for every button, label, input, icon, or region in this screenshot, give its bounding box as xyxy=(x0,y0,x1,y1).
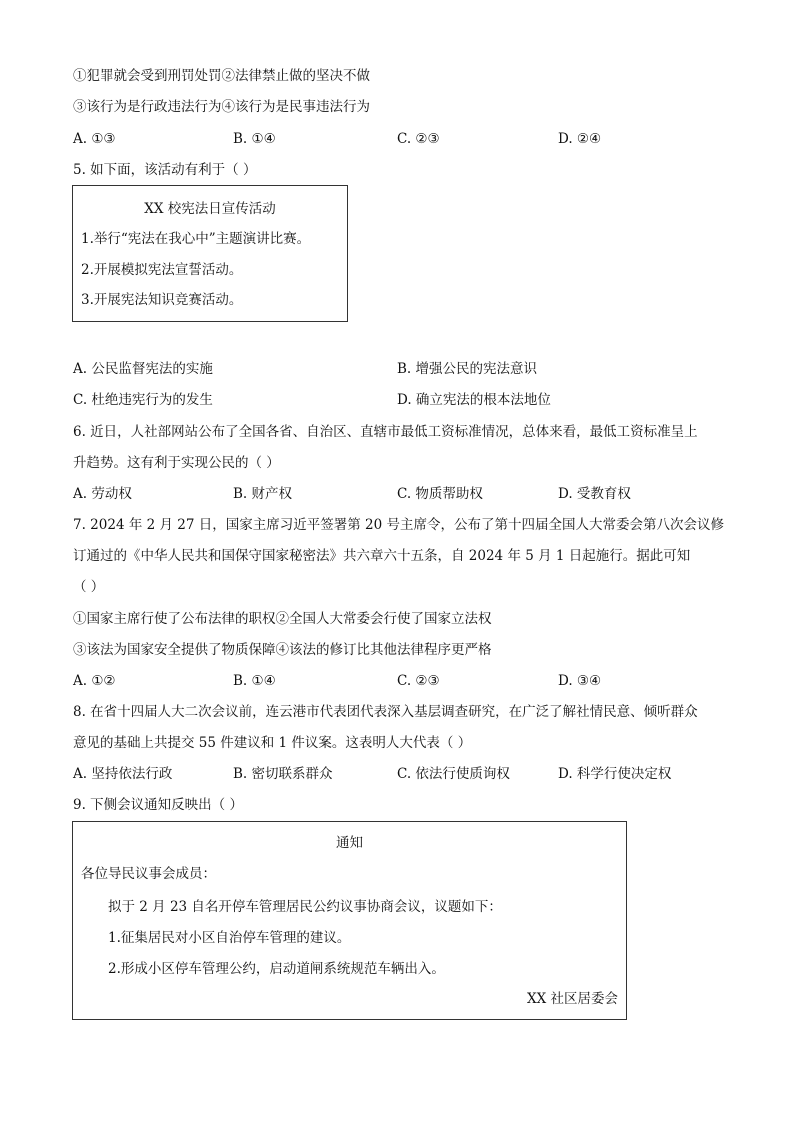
q9-notice-item-1: 1.征集居民对小区自治停车管理的建议。 xyxy=(108,930,351,946)
q5-option-c[interactable]: C. 杜绝违宪行为的发生 xyxy=(73,392,213,408)
q5-box-item-2: 2.开展模拟宪法宣誓活动。 xyxy=(81,262,243,278)
q7-statement-3-4: ③该法为国家安全提供了物质保障④该法的修订比其他法律程序更严格 xyxy=(73,642,492,658)
q7-option-a[interactable]: A. ①② xyxy=(73,673,116,689)
q7-statement-1-2: ①国家主席行使了公布法律的职权②全国人大常委会行使了国家立法权 xyxy=(73,611,492,627)
q6-option-c[interactable]: C. 物质帮助权 xyxy=(397,486,483,502)
q4-option-a[interactable]: A. ①③ xyxy=(73,131,116,147)
q7-option-c[interactable]: C. ②③ xyxy=(397,673,440,689)
q8-question-line-1: 8. 在省十四届人大二次会议前，连云港市代表团代表深入基层调查研究，在广泛了解社情民意、倾听群众 xyxy=(73,704,698,720)
q9-question: 9. 下侧会议通知反映出（ ） xyxy=(73,797,243,813)
q5-activity-box xyxy=(72,185,348,322)
q9-notice-body: 拟于 2 月 23 自名开停车管理居民公约议事协商会议，议题如下： xyxy=(108,899,502,915)
q7-question-line-1: 7. 2024 年 2 月 27 日，国家主席习近平签署第 20 号主席令，公布了第十四届全国人大常委会第八次会议修 xyxy=(73,517,725,533)
q9-notice-signature: XX 社区居委会 xyxy=(526,991,618,1007)
q7-option-b[interactable]: B. ①④ xyxy=(233,673,276,689)
q5-option-d[interactable]: D. 确立宪法的根本法地位 xyxy=(397,392,551,408)
q4-statement-1-2: ①犯罪就会受到刑罚处罚②法律禁止做的坚决不做 xyxy=(73,68,370,84)
q8-option-a[interactable]: A. 坚持依法行政 xyxy=(73,766,173,782)
q5-question: 5. 如下面，该活动有利于（ ） xyxy=(73,162,257,178)
q4-statement-3-4: ③该行为是行政违法行为④该行为是民事违法行为 xyxy=(73,99,370,115)
q5-box-item-1: 1.举行“宪法在我心中”主题演讲比赛。 xyxy=(81,231,311,247)
q9-notice-box xyxy=(72,821,627,1020)
q8-question-line-2: 意见的基础上共提交 55 件建议和 1 件议案。这表明人大代表（ ） xyxy=(73,735,472,751)
q4-option-d[interactable]: D. ②④ xyxy=(558,131,602,147)
q5-box-title: XX 校宪法日宣传活动 xyxy=(144,201,276,217)
q8-option-b[interactable]: B. 密切联系群众 xyxy=(233,766,333,782)
q5-option-a[interactable]: A. 公民监督宪法的实施 xyxy=(73,361,213,377)
q8-option-d[interactable]: D. 科学行使决定权 xyxy=(558,766,672,782)
q7-option-d[interactable]: D. ③④ xyxy=(558,673,602,689)
q5-box-item-3: 3.开展宪法知识竞赛活动。 xyxy=(81,292,243,308)
q7-question-line-3: （ ） xyxy=(73,579,105,595)
q6-question-line-2: 升趋势。这有利于实现公民的（ ） xyxy=(73,455,280,471)
q9-notice-title: 通知 xyxy=(336,835,363,851)
q6-question-line-1: 6. 近日，人社部网站公布了全国各省、自治区、直辖市最低工资标准情况，总体来看，最低工资标准呈上 xyxy=(73,424,698,440)
q9-notice-salutation: 各位导民议事会成员： xyxy=(81,866,216,882)
q6-option-b[interactable]: B. 财产权 xyxy=(233,486,293,502)
q5-option-b[interactable]: B. 增强公民的宪法意识 xyxy=(397,361,538,377)
q4-option-b[interactable]: B. ①④ xyxy=(233,131,276,147)
q6-option-a[interactable]: A. 劳动权 xyxy=(73,486,132,502)
q6-option-d[interactable]: D. 受教育权 xyxy=(558,486,631,502)
q8-option-c[interactable]: C. 依法行使质询权 xyxy=(397,766,510,782)
q9-notice-item-2: 2.形成小区停车管理公约，启动道闸系统规范车辆出入。 xyxy=(108,961,445,977)
q7-question-line-2: 订通过的《中华人民共和国保守国家秘密法》共六章六十五条，自 2024 年 5 月 1 日起施行。据此可知 xyxy=(73,548,691,564)
q4-option-c[interactable]: C. ②③ xyxy=(397,131,440,147)
